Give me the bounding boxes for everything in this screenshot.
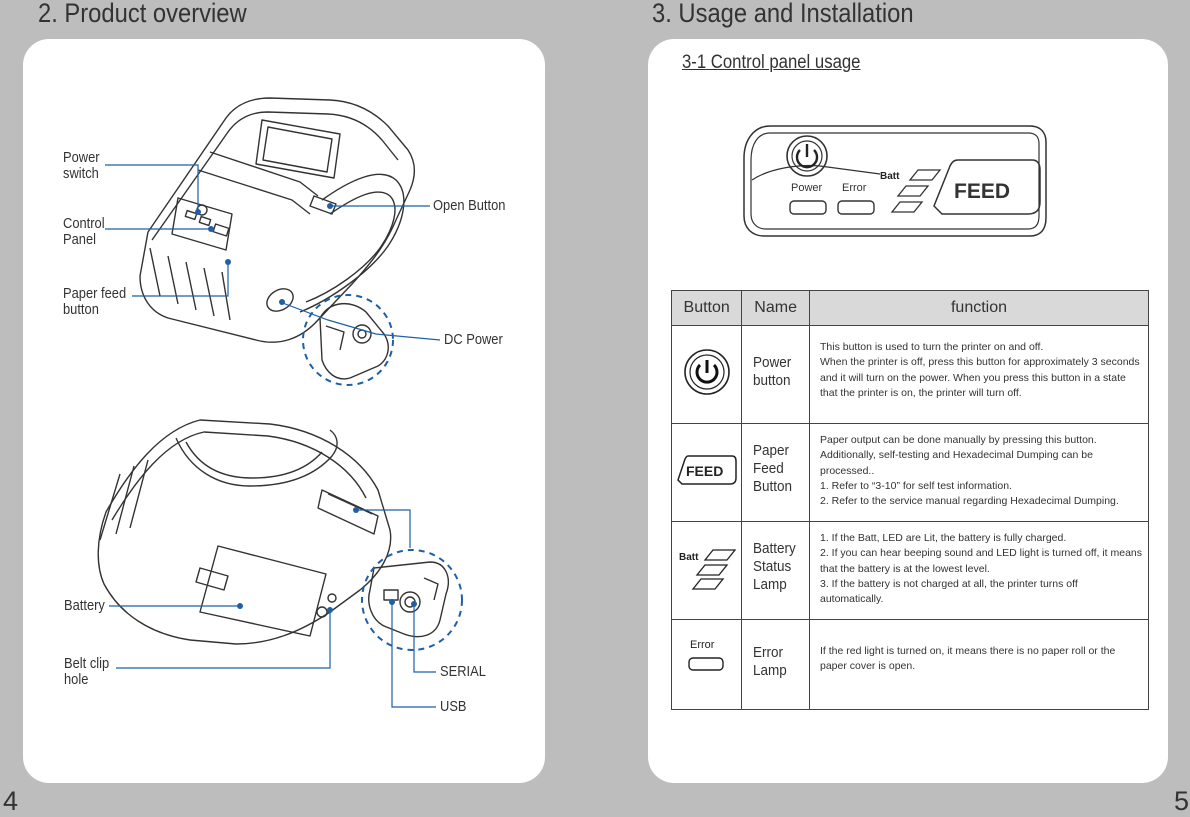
row-error-icon-cell [672, 620, 742, 710]
function-line: that the battery is at the lowest level. [819, 562, 990, 575]
row-power-icon-cell [672, 326, 742, 424]
row-feed-name-line: Button [753, 478, 793, 495]
row-error-name [742, 620, 810, 710]
function-line: 1. Refer to “3-10” for self test information. [819, 479, 1012, 492]
table-row [672, 620, 1149, 710]
callout-belt-clip [64, 656, 109, 688]
function-line: automatically. [819, 593, 884, 606]
section-title-usage-installation: 3. Usage and Installation [652, 0, 914, 28]
page-number-right: 5 [1174, 786, 1190, 816]
function-line: 3. If the battery is not charged at all, the printer turns off [819, 577, 1078, 590]
row-battery-icon-cell [672, 522, 742, 620]
battery-led-icon [677, 544, 737, 592]
function-line: 2. Refer to the service manual regarding Hexadecimal Dumping. [819, 495, 1119, 508]
page-number-left: 4 [3, 786, 19, 816]
function-line: processed.. [819, 464, 875, 477]
error-icon-label: Error [689, 639, 715, 651]
table-header-function: function [809, 291, 1148, 326]
callout-power-switch [63, 150, 100, 182]
panel-batt-led-1 [910, 170, 940, 180]
table-header-button: Button [672, 291, 742, 326]
batt-icon-label: Batt [678, 552, 699, 563]
row-battery-name-line: Status [753, 558, 792, 575]
row-power-function [809, 326, 1148, 424]
function-line: and it will turn on the power. When you press this button in a state [819, 371, 1126, 384]
panel-feed-label: FEED [954, 180, 1011, 203]
dc-power-zoom-circle [303, 295, 393, 385]
error-lamp-icon [683, 636, 731, 676]
section-title-product-overview: 2. Product overview [38, 0, 247, 28]
power-icon [683, 348, 731, 396]
subsection-title-control-panel: 3-1 Control panel usage [682, 52, 861, 73]
panel-power-label: Power [791, 182, 823, 194]
row-power-name [742, 326, 810, 424]
row-power-name-line: Power [753, 354, 792, 371]
callout-control-panel [63, 216, 105, 248]
function-line: This button is used to turn the printer on and off. [819, 341, 1044, 353]
function-line: 2. If you can hear beeping sound and LED light is turned off, it means [819, 547, 1142, 560]
function-line: When the printer is off, press this button for approximately 3 seconds [819, 356, 1140, 369]
panel-power-led [790, 201, 826, 214]
callout-control-panel-line1: Control [63, 215, 105, 232]
button-function-table [671, 290, 1149, 710]
row-battery-name-line: Battery [753, 540, 797, 557]
function-line: that the printer is on, the printer will turn off. [819, 386, 1022, 399]
panel-error-led [838, 201, 874, 214]
callout-usb: USB [440, 698, 467, 715]
feed-icon [676, 453, 738, 487]
row-error-name-line: Lamp [753, 662, 788, 679]
table-row [672, 326, 1149, 424]
function-line: Additionally, self-testing and Hexadecimal Dumping can be [819, 449, 1093, 462]
callout-control-panel-line2: Panel [63, 231, 97, 248]
function-line: Paper output can be done manually by pressing this button. [819, 434, 1097, 446]
row-battery-function [809, 522, 1148, 620]
function-line: If the red light is turned on, it means there is no paper roll or the [819, 645, 1116, 657]
row-feed-icon-cell [672, 424, 742, 522]
callout-paper-feed [63, 286, 126, 318]
row-error-function [809, 620, 1148, 710]
row-feed-name-line: Paper [753, 442, 790, 459]
row-power-name-line: button [753, 372, 791, 389]
callout-power-switch-line2: switch [63, 165, 99, 182]
function-line: paper cover is open. [819, 660, 916, 673]
panel-batt-led-3 [892, 202, 922, 212]
callout-battery: Battery [64, 597, 105, 614]
row-error-name-line: Error [753, 644, 784, 661]
panel-batt-label: Batt [880, 171, 900, 182]
table-row [672, 522, 1149, 620]
printer-top-illustration [0, 0, 545, 813]
control-panel-illustration [740, 122, 1050, 242]
callout-serial: SERIAL [440, 663, 486, 680]
row-feed-name-line: Feed [753, 460, 785, 477]
function-line: 1. If the Batt, LED are Lit, the battery is fully charged. [819, 532, 1067, 544]
row-battery-name-line: Lamp [753, 576, 788, 593]
callout-belt-clip-line1: Belt clip [64, 655, 110, 672]
callout-open-button: Open Button [433, 197, 506, 214]
callout-belt-clip-line2: hole [64, 671, 89, 688]
table-header-name: Name [742, 291, 810, 326]
row-feed-function [809, 424, 1148, 522]
panel-error-label: Error [842, 182, 867, 194]
callout-paper-feed-line2: button [63, 301, 99, 318]
row-feed-name [742, 424, 810, 522]
panel-batt-led-2 [898, 186, 928, 196]
callout-power-switch-line1: Power [63, 149, 100, 166]
callout-paper-feed-line1: Paper feed [63, 285, 127, 302]
callout-dc-power: DC Power [444, 331, 503, 348]
row-battery-name [742, 522, 810, 620]
ports-zoom-circle [362, 550, 462, 650]
table-row [672, 424, 1149, 522]
feed-icon-label: FEED [685, 463, 723, 479]
